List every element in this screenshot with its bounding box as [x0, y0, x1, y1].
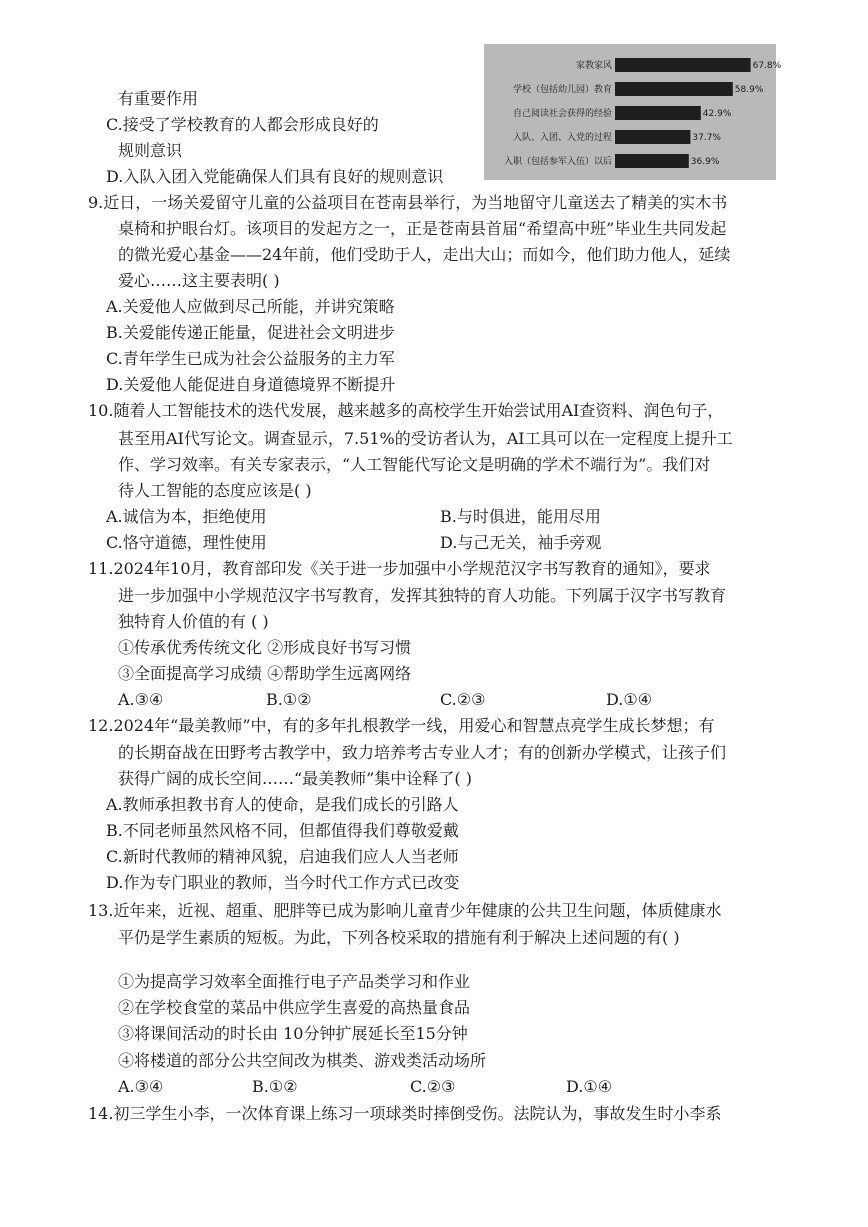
- q9-option-a: A.关爱他人应做到尽己所能，并讲究策略: [106, 297, 395, 316]
- q11-option-a: A.③④: [118, 690, 164, 709]
- q11-item-34: ③全面提高学习成绩 ④帮助学生远离网络: [118, 664, 412, 683]
- q9-option-d: D.关爱他人能促进自身道德境界不断提升: [106, 375, 396, 394]
- q10-stem-3: 作、学习效率。有关专家表示，“人工智能代写论文是明确的学术不端行为”。我们对: [118, 455, 711, 474]
- bar-value-label: 42.9%: [702, 109, 732, 119]
- bar-category-label: 学校（包括幼儿园）教育: [512, 85, 612, 95]
- q11-stem-2: 进一步加强中小学规范汉字书写教育，发挥其独特的育人功能。下列属于汉字书写教育: [118, 586, 727, 605]
- q11-option-b: B.①②: [266, 690, 312, 709]
- q13-option-d: D.①④: [566, 1077, 613, 1096]
- bar-category-label: 入职（包括参军入伍）以后: [503, 157, 612, 167]
- q12-stem-1: 12.2024年“最美教师”中，有的多年扎根教学一线，用爱心和智慧点亮学生成长梦想；有: [88, 716, 715, 735]
- q9-stem-2: 桌椅和护眼台灯。该项目的发起方之一，正是苍南县首届“希望高中班”毕业生共同发起: [118, 219, 727, 238]
- q11-option-c: C.②③: [440, 690, 486, 709]
- survey-bar-chart: [484, 44, 782, 180]
- q13-item-3: ③将课间活动的时长由 10分钟扩展延长至15分钟: [118, 1024, 468, 1043]
- q12-option-a: A.教师承担教书育人的使命，是我们成长的引路人: [106, 795, 459, 814]
- bar-category-label: 自己阅读社会获得的经验: [512, 109, 612, 119]
- bar: [615, 82, 733, 96]
- bar: [615, 130, 690, 144]
- q13-stem-2: 平仍是学生素质的短板。为此，下列各校采取的措施有利于解决上述问题的有( ): [118, 928, 680, 947]
- bar-category-label: 家教家风: [575, 61, 612, 71]
- q12-stem-2: 的长期奋战在田野考古教学中，致力培养考古专业人才；有的创新办学模式，让孩子们: [118, 743, 727, 762]
- q10-option-a: A.诚信为本，拒绝使用: [106, 507, 267, 526]
- q12-option-d: D.作为专门职业的教师，当今时代工作方式已改变: [106, 873, 460, 892]
- q12-option-b: B.不同老师虽然风格不同，但都值得我们尊敬爱戴: [106, 821, 459, 840]
- q10-option-c: C.恪守道德，理性使用: [106, 533, 267, 552]
- bar-category-label: 入队、入团、入党的过程: [512, 133, 612, 143]
- q10-stem-2: 甚至用AI代写论文。调查显示，7.51%的受访者认为，AI工具可以在一定程度上提升工: [118, 429, 733, 448]
- q8-option-c-tail: 规则意识: [118, 141, 183, 160]
- bar-value-label: 36.9%: [690, 157, 720, 167]
- q9-stem-4: 爱心……这主要表明( ): [118, 271, 280, 290]
- q13-stem-1: 13.近年来，近视、超重、肥胖等已成为影响儿童青少年健康的公共卫生问题，体质健康水: [88, 901, 722, 920]
- q11-item-12: ①传承优秀传统文化 ②形成良好书写习惯: [118, 638, 412, 657]
- q8-option-b-tail: 有重要作用: [118, 89, 199, 108]
- q9-stem-1: 9.近日，一场关爱留守儿童的公益项目在苍南县举行，为当地留守儿童送去了精美的实木书: [88, 193, 728, 212]
- q11-stem-1: 11.2024年10月，教育部印发《关于进一步加强中小学规范汉字书写教育的通知》，要求: [88, 559, 711, 578]
- q13-option-a: A.③④: [118, 1077, 164, 1096]
- q11-stem-3: 独特育人价值的有 ( ): [118, 612, 269, 631]
- q13-option-b: B.①②: [252, 1077, 298, 1096]
- bar: [615, 58, 751, 72]
- bar-value-label: 67.8%: [752, 61, 782, 71]
- q9-option-b: B.关爱能传递正能量，促进社会文明进步: [106, 323, 395, 342]
- q10-option-b: B.与时俱进，能用尽用: [440, 507, 601, 526]
- q14-stem-1: 14.初三学生小李，一次体育课上练习一项球类时摔倒受伤。法院认为，事故发生时小李系: [88, 1104, 722, 1123]
- q13-option-c: C.②③: [410, 1077, 456, 1096]
- bar: [615, 154, 689, 168]
- q9-option-c: C.青年学生已成为社会公益服务的主力军: [106, 349, 395, 368]
- q10-stem-1: 10.随着人工智能技术的迭代发展，越来越多的高校学生开始尝试用AI查资料、润色句子，: [88, 401, 724, 420]
- bar-value-label: 37.7%: [692, 133, 721, 143]
- chart-canvas: [484, 44, 782, 180]
- q10-stem-4: 待人工智能的态度应该是( ): [118, 481, 312, 500]
- q10-option-d: D.与己无关，袖手旁观: [440, 533, 602, 552]
- bar-value-label: 58.9%: [734, 85, 764, 95]
- q11-option-d: D.①④: [606, 690, 653, 709]
- q13-item-4: ④将楼道的部分公共空间改为棋类、游戏类活动场所: [118, 1051, 487, 1070]
- q12-option-c: C.新时代教师的精神风貌，启迪我们应人人当老师: [106, 847, 459, 866]
- bar: [615, 106, 701, 120]
- q8-option-d: D.入队入团入党能确保人们具有良好的规则意识: [106, 167, 444, 186]
- q9-stem-3: 的微光爱心基金——24年前，他们受助于人，走出大山；而如今，他们助力他人，延续: [118, 245, 731, 264]
- q8-option-c: C.接受了学校教育的人都会形成良好的: [106, 115, 379, 134]
- q12-stem-3: 获得广阔的成长空间……“最美教师”集中诠释了( ): [118, 769, 472, 788]
- q13-item-1: ①为提高学习效率全面推行电子产品类学习和作业: [118, 972, 471, 991]
- q13-item-2: ②在学校食堂的菜品中供应学生喜爱的高热量食品: [118, 998, 471, 1017]
